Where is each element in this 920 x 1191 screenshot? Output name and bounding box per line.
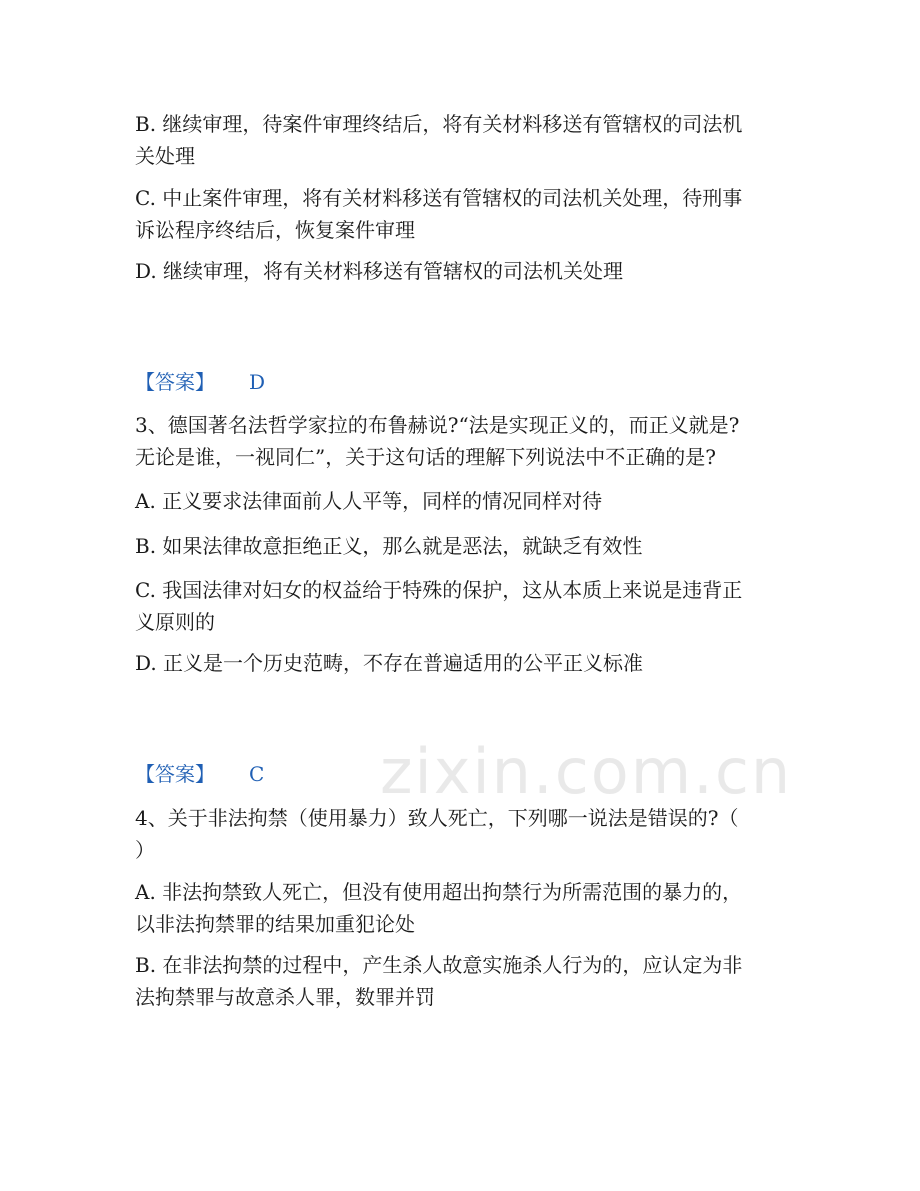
q2-option-b-line: 关处理 (135, 144, 195, 168)
answer-q2 (135, 366, 265, 398)
q2-option-d (135, 255, 785, 287)
q3-option-a (135, 485, 785, 517)
q3-option-a-line: A. 正义要求法律面前人人平等，同样的情况同样对待 (135, 489, 603, 513)
q4-stem (135, 802, 785, 866)
q3-option-c-line: 义原则的 (135, 610, 215, 634)
q2-option-c-line: 诉讼程序终结后，恢复案件审理 (135, 218, 415, 242)
q3-stem-line: 3、德国著名法哲学家拉的布鲁赫说?“法是实现正义的，而正义就是? (135, 413, 740, 437)
watermark: zixin.com.cn (380, 735, 793, 808)
q2-option-c (135, 182, 785, 246)
answer-value: C (249, 762, 265, 786)
q2-option-b-line: B. 继续审理，待案件审理终结后，将有关材料移送有管辖权的司法机 (135, 112, 743, 136)
answer-value: D (249, 370, 266, 394)
q3-option-b (135, 530, 785, 562)
q3-option-b-line: B. 如果法律故意拒绝正义，那么就是恶法，就缺乏有效性 (135, 534, 643, 558)
q2-option-c-line: C. 中止案件审理，将有关材料移送有管辖权的司法机关处理，待刑事 (135, 186, 743, 210)
q2-option-d-line: D. 继续审理，将有关材料移送有管辖权的司法机关处理 (135, 259, 624, 283)
q4-stem-line: ） (135, 838, 155, 862)
answer-label: 【答案】 (135, 370, 215, 394)
q2-option-b (135, 108, 785, 172)
q4-option-b (135, 949, 785, 1013)
q4-option-a (135, 876, 785, 940)
q3-option-c-line: C. 我国法律对妇女的权益给于特殊的保护，这从本质上来说是违背正 (135, 578, 743, 602)
q3-option-c (135, 574, 785, 638)
q4-option-b-line: B. 在非法拘禁的过程中，产生杀人故意实施杀人行为的，应认定为非 (135, 953, 743, 977)
q3-option-d-line: D. 正义是一个历史范畴，不存在普遍适用的公平正义标准 (135, 651, 644, 675)
answer-label: 【答案】 (135, 762, 215, 786)
q4-stem-line: 4、关于非法拘禁（使用暴力）致人死亡，下列哪一说法是错误的?（ (135, 806, 739, 830)
q3-stem-line: 无论是谁，一视同仁”，关于这句话的理解下列说法中不正确的是? (135, 445, 716, 469)
q3-option-d (135, 647, 785, 679)
q3-stem (135, 409, 785, 473)
q4-option-b-line: 法拘禁罪与故意杀人罪，数罪并罚 (135, 985, 435, 1009)
answer-q3 (135, 758, 264, 790)
q4-option-a-line: 以非法拘禁罪的结果加重犯论处 (135, 912, 415, 936)
q4-option-a-line: A. 非法拘禁致人死亡，但没有使用超出拘禁行为所需范围的暴力的， (135, 880, 743, 904)
